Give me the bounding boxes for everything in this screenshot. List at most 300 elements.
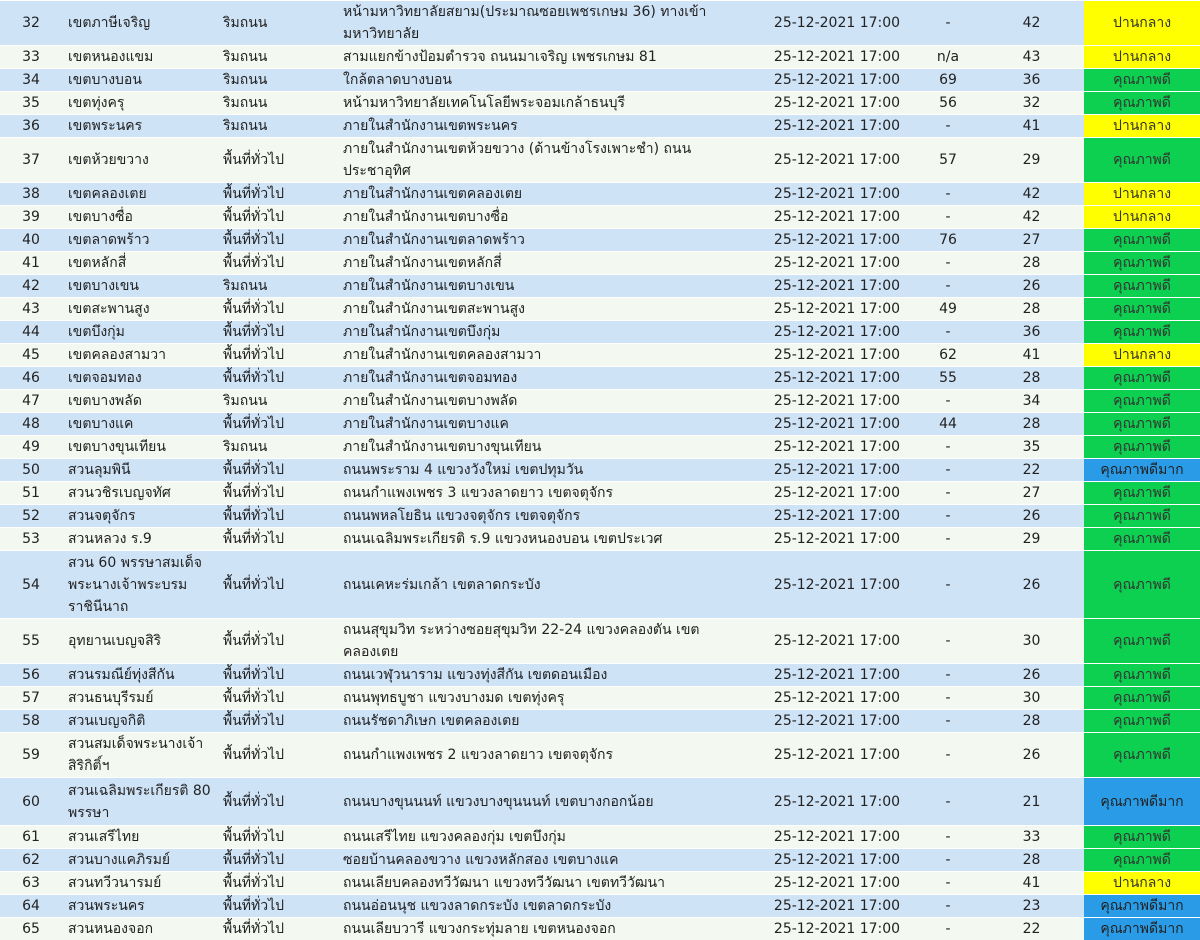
- station-location: ถนนอ่อนนุช แขวงลาดกระบัง เขตลาดกระบัง: [337, 895, 757, 918]
- station-location: ภายในสำนักงานเขตบางพลัด: [337, 390, 757, 413]
- table-row: [0, 733, 1200, 778]
- table-row: [0, 298, 1200, 321]
- station-type: พื้นที่ทั่วไป: [217, 229, 337, 252]
- station-name: เขตภาษีเจริญ: [62, 1, 217, 46]
- station-name: สวนลุมพินี: [62, 459, 217, 482]
- station-name: สวนเสรีไทย: [62, 826, 217, 849]
- station-type: พื้นที่ทั่วไป: [217, 482, 337, 505]
- station-name: เขตคลองเตย: [62, 183, 217, 206]
- station-name: อุทยานเบญจสิริ: [62, 619, 217, 664]
- measure-datetime: 25-12-2021 17:00: [757, 482, 917, 505]
- table-row: [0, 918, 1200, 940]
- pm10-value: n/a: [917, 46, 979, 69]
- measure-datetime: 25-12-2021 17:00: [757, 687, 917, 710]
- quality-level-badge: คุณภาพดี: [1084, 505, 1200, 528]
- row-number: 61: [0, 826, 62, 849]
- pm10-value: 49: [917, 298, 979, 321]
- pm25-value: 33: [979, 826, 1084, 849]
- station-location: ภายในสำนักงานเขตจอมทอง: [337, 367, 757, 390]
- station-location: ถนนพุทธบูชา แขวงบางมด เขตทุ่งครุ: [337, 687, 757, 710]
- station-type: พื้นที่ทั่วไป: [217, 367, 337, 390]
- pm25-value: 26: [979, 733, 1084, 778]
- quality-level-badge: คุณภาพดี: [1084, 390, 1200, 413]
- pm10-value: -: [917, 183, 979, 206]
- table-row: [0, 826, 1200, 849]
- quality-level-badge: คุณภาพดี: [1084, 275, 1200, 298]
- quality-level-badge: ปานกลาง: [1084, 206, 1200, 229]
- station-location: ภายในสำนักงานเขตคลองเตย: [337, 183, 757, 206]
- quality-level-badge: คุณภาพดี: [1084, 619, 1200, 664]
- pm25-value: 43: [979, 46, 1084, 69]
- station-name: เขตสะพานสูง: [62, 298, 217, 321]
- quality-level-badge: คุณภาพดี: [1084, 252, 1200, 275]
- pm25-value: 42: [979, 206, 1084, 229]
- table-row: [0, 275, 1200, 298]
- pm10-value: -: [917, 321, 979, 344]
- row-number: 43: [0, 298, 62, 321]
- station-name: เขตห้วยขวาง: [62, 138, 217, 183]
- station-location: ถนนบางขุนนนท์ แขวงบางขุนนนท์ เขตบางกอกน้อย: [337, 778, 757, 826]
- row-number: 36: [0, 115, 62, 138]
- quality-level-badge: คุณภาพดี: [1084, 298, 1200, 321]
- measure-datetime: 25-12-2021 17:00: [757, 138, 917, 183]
- station-type: พื้นที่ทั่วไป: [217, 298, 337, 321]
- table-row: [0, 321, 1200, 344]
- pm10-value: -: [917, 252, 979, 275]
- table-row: [0, 505, 1200, 528]
- pm25-value: 29: [979, 138, 1084, 183]
- quality-level-badge: คุณภาพดี: [1084, 826, 1200, 849]
- station-type: พื้นที่ทั่วไป: [217, 138, 337, 183]
- row-number: 46: [0, 367, 62, 390]
- pm10-value: 44: [917, 413, 979, 436]
- table-row: [0, 436, 1200, 459]
- station-location: ถนนพหลโยธิน แขวงจตุจักร เขตจตุจักร: [337, 505, 757, 528]
- pm25-value: 26: [979, 275, 1084, 298]
- row-number: 55: [0, 619, 62, 664]
- row-number: 33: [0, 46, 62, 69]
- quality-level-badge: คุณภาพดีมาก: [1084, 895, 1200, 918]
- station-location: ภายในสำนักงานเขตบางเขน: [337, 275, 757, 298]
- quality-level-badge: คุณภาพดีมาก: [1084, 918, 1200, 940]
- quality-level-badge: คุณภาพดี: [1084, 710, 1200, 733]
- quality-level-badge: ปานกลาง: [1084, 115, 1200, 138]
- row-number: 42: [0, 275, 62, 298]
- row-number: 65: [0, 918, 62, 940]
- table-row: [0, 46, 1200, 69]
- station-location: ถนนเลียบคลองทวีวัฒนา แขวงทวีวัฒนา เขตทวีวัฒนา: [337, 872, 757, 895]
- station-location: ภายในสำนักงานเขตบึงกุ่ม: [337, 321, 757, 344]
- row-number: 63: [0, 872, 62, 895]
- row-number: 52: [0, 505, 62, 528]
- measure-datetime: 25-12-2021 17:00: [757, 229, 917, 252]
- station-name: สวนสมเด็จพระนางเจ้าสิริกิติ์ฯ: [62, 733, 217, 778]
- row-number: 41: [0, 252, 62, 275]
- measure-datetime: 25-12-2021 17:00: [757, 92, 917, 115]
- station-location: ภายในสำนักงานเขตบางขุนเทียน: [337, 436, 757, 459]
- station-name: เขตบางพลัด: [62, 390, 217, 413]
- station-location: ถนนกำแพงเพชร 2 แขวงลาดยาว เขตจตุจักร: [337, 733, 757, 778]
- pm25-value: 42: [979, 183, 1084, 206]
- measure-datetime: 25-12-2021 17:00: [757, 778, 917, 826]
- station-type: ริมถนน: [217, 275, 337, 298]
- measure-datetime: 25-12-2021 17:00: [757, 69, 917, 92]
- table-row: [0, 895, 1200, 918]
- pm25-value: 41: [979, 344, 1084, 367]
- pm25-value: 35: [979, 436, 1084, 459]
- row-number: 62: [0, 849, 62, 872]
- station-type: พื้นที่ทั่วไป: [217, 710, 337, 733]
- pm25-value: 28: [979, 298, 1084, 321]
- pm25-value: 23: [979, 895, 1084, 918]
- table-row: [0, 1, 1200, 46]
- measure-datetime: 25-12-2021 17:00: [757, 826, 917, 849]
- station-location: ใกล้ตลาดบางบอน: [337, 69, 757, 92]
- pm25-value: 34: [979, 390, 1084, 413]
- station-name: สวนหนองจอก: [62, 918, 217, 940]
- measure-datetime: 25-12-2021 17:00: [757, 115, 917, 138]
- row-number: 60: [0, 778, 62, 826]
- pm25-value: 32: [979, 92, 1084, 115]
- measure-datetime: 25-12-2021 17:00: [757, 344, 917, 367]
- station-location: ภายในสำนักงานเขตพระนคร: [337, 115, 757, 138]
- pm10-value: 76: [917, 229, 979, 252]
- measure-datetime: 25-12-2021 17:00: [757, 710, 917, 733]
- measure-datetime: 25-12-2021 17:00: [757, 436, 917, 459]
- station-location: สามแยกข้างป้อมตำรวจ ถนนมาเจริญ เพชรเกษม 81: [337, 46, 757, 69]
- quality-level-badge: คุณภาพดี: [1084, 664, 1200, 687]
- station-name: สวน 60 พรรษาสมเด็จพระนางเจ้าพระบรมราชินีนาถ: [62, 551, 217, 619]
- station-type: พื้นที่ทั่วไป: [217, 413, 337, 436]
- measure-datetime: 25-12-2021 17:00: [757, 918, 917, 940]
- station-name: สวนเฉลิมพระเกียรติ 80 พรรษา: [62, 778, 217, 826]
- station-type: ริมถนน: [217, 1, 337, 46]
- station-name: เขตบางเขน: [62, 275, 217, 298]
- pm25-value: 22: [979, 459, 1084, 482]
- quality-level-badge: คุณภาพดี: [1084, 436, 1200, 459]
- station-type: พื้นที่ทั่วไป: [217, 344, 337, 367]
- pm10-value: -: [917, 390, 979, 413]
- station-type: ริมถนน: [217, 69, 337, 92]
- quality-level-badge: คุณภาพดีมาก: [1084, 778, 1200, 826]
- measure-datetime: 25-12-2021 17:00: [757, 252, 917, 275]
- station-name: เขตบางขุนเทียน: [62, 436, 217, 459]
- table-row: [0, 69, 1200, 92]
- table-row: [0, 367, 1200, 390]
- pm10-value: 55: [917, 367, 979, 390]
- pm10-value: -: [917, 687, 979, 710]
- pm10-value: -: [917, 275, 979, 298]
- table-row: [0, 183, 1200, 206]
- pm10-value: 56: [917, 92, 979, 115]
- pm10-value: -: [917, 849, 979, 872]
- row-number: 45: [0, 344, 62, 367]
- pm25-value: 36: [979, 69, 1084, 92]
- station-type: พื้นที่ทั่วไป: [217, 918, 337, 940]
- measure-datetime: 25-12-2021 17:00: [757, 275, 917, 298]
- station-location: ถนนเคหะร่มเกล้า เขตลาดกระบัง: [337, 551, 757, 619]
- pm25-value: 22: [979, 918, 1084, 940]
- station-name: สวนบางแคภิรมย์: [62, 849, 217, 872]
- row-number: 49: [0, 436, 62, 459]
- table-row: [0, 390, 1200, 413]
- pm10-value: -: [917, 778, 979, 826]
- station-name: สวนทวีวนารมย์: [62, 872, 217, 895]
- station-name: เขตบางแค: [62, 413, 217, 436]
- quality-level-badge: คุณภาพดี: [1084, 482, 1200, 505]
- table-row: [0, 849, 1200, 872]
- pm10-value: 69: [917, 69, 979, 92]
- pm10-value: -: [917, 206, 979, 229]
- measure-datetime: 25-12-2021 17:00: [757, 321, 917, 344]
- table-row: [0, 344, 1200, 367]
- pm10-value: -: [917, 528, 979, 551]
- station-location: ภายในสำนักงานเขตบางแค: [337, 413, 757, 436]
- row-number: 58: [0, 710, 62, 733]
- station-name: เขตพระนคร: [62, 115, 217, 138]
- station-type: พื้นที่ทั่วไป: [217, 459, 337, 482]
- pm25-value: 28: [979, 849, 1084, 872]
- row-number: 39: [0, 206, 62, 229]
- quality-level-badge: คุณภาพดี: [1084, 687, 1200, 710]
- station-type: พื้นที่ทั่วไป: [217, 528, 337, 551]
- station-location: ถนนเลียบวารี แขวงกระทุ่มลาย เขตหนองจอก: [337, 918, 757, 940]
- station-name: สวนธนบุรีรมย์: [62, 687, 217, 710]
- station-location: ถนนพระราม 4 แขวงวังใหม่ เขตปทุมวัน: [337, 459, 757, 482]
- pm10-value: -: [917, 482, 979, 505]
- station-type: ริมถนน: [217, 436, 337, 459]
- station-location: ถนนเสรีไทย แขวงคลองกุ่ม เขตบึงกุ่ม: [337, 826, 757, 849]
- quality-level-badge: ปานกลาง: [1084, 872, 1200, 895]
- measure-datetime: 25-12-2021 17:00: [757, 367, 917, 390]
- row-number: 56: [0, 664, 62, 687]
- station-type: พื้นที่ทั่วไป: [217, 206, 337, 229]
- row-number: 64: [0, 895, 62, 918]
- table-row: [0, 138, 1200, 183]
- measure-datetime: 25-12-2021 17:00: [757, 413, 917, 436]
- measure-datetime: 25-12-2021 17:00: [757, 298, 917, 321]
- pm25-value: 41: [979, 872, 1084, 895]
- row-number: 35: [0, 92, 62, 115]
- station-type: พื้นที่ทั่วไป: [217, 895, 337, 918]
- row-number: 47: [0, 390, 62, 413]
- station-location: ภายในสำนักงานเขตบางซื่อ: [337, 206, 757, 229]
- pm25-value: 28: [979, 413, 1084, 436]
- table-row: [0, 413, 1200, 436]
- station-name: สวนรมณีย์ทุ่งสีกัน: [62, 664, 217, 687]
- table-row: [0, 229, 1200, 252]
- pm10-value: -: [917, 115, 979, 138]
- pm25-value: 41: [979, 115, 1084, 138]
- station-name: เขตบางบอน: [62, 69, 217, 92]
- row-number: 34: [0, 69, 62, 92]
- table-row: [0, 710, 1200, 733]
- pm10-value: -: [917, 895, 979, 918]
- pm10-value: -: [917, 436, 979, 459]
- station-type: พื้นที่ทั่วไป: [217, 778, 337, 826]
- row-number: 54: [0, 551, 62, 619]
- station-location: ถนนสุขุมวิท ระหว่างซอยสุขุมวิท 22-24 แขวงคลองตัน เขตคลองเตย: [337, 619, 757, 664]
- station-type: ริมถนน: [217, 390, 337, 413]
- measure-datetime: 25-12-2021 17:00: [757, 872, 917, 895]
- pm10-value: -: [917, 918, 979, 940]
- station-location: ภายในสำนักงานเขตลาดพร้าว: [337, 229, 757, 252]
- measure-datetime: 25-12-2021 17:00: [757, 390, 917, 413]
- quality-level-badge: ปานกลาง: [1084, 183, 1200, 206]
- quality-level-badge: คุณภาพดี: [1084, 138, 1200, 183]
- row-number: 48: [0, 413, 62, 436]
- station-type: พื้นที่ทั่วไป: [217, 619, 337, 664]
- row-number: 32: [0, 1, 62, 46]
- pm10-value: -: [917, 710, 979, 733]
- station-name: สวนวชิรเบญจทัศ: [62, 482, 217, 505]
- table-row: [0, 482, 1200, 505]
- pm10-value: 57: [917, 138, 979, 183]
- measure-datetime: 25-12-2021 17:00: [757, 551, 917, 619]
- pm10-value: -: [917, 664, 979, 687]
- station-location: ถนนเวฬุวนาราม แขวงทุ่งสีกัน เขตดอนเมือง: [337, 664, 757, 687]
- station-type: พื้นที่ทั่วไป: [217, 183, 337, 206]
- pm10-value: -: [917, 826, 979, 849]
- pm25-value: 26: [979, 551, 1084, 619]
- station-type: ริมถนน: [217, 46, 337, 69]
- row-number: 37: [0, 138, 62, 183]
- station-name: เขตหนองแขม: [62, 46, 217, 69]
- station-location: ถนนเฉลิมพระเกียรติ ร.9 แขวงหนองบอน เขตประเวศ: [337, 528, 757, 551]
- measure-datetime: 25-12-2021 17:00: [757, 459, 917, 482]
- station-type: พื้นที่ทั่วไป: [217, 551, 337, 619]
- station-type: พื้นที่ทั่วไป: [217, 687, 337, 710]
- station-type: ริมถนน: [217, 92, 337, 115]
- pm25-value: 27: [979, 229, 1084, 252]
- row-number: 59: [0, 733, 62, 778]
- pm10-value: -: [917, 551, 979, 619]
- quality-level-badge: คุณภาพดี: [1084, 551, 1200, 619]
- quality-level-badge: คุณภาพดี: [1084, 367, 1200, 390]
- pm25-value: 28: [979, 252, 1084, 275]
- quality-level-badge: คุณภาพดี: [1084, 413, 1200, 436]
- row-number: 44: [0, 321, 62, 344]
- station-name: เขตบางซื่อ: [62, 206, 217, 229]
- quality-level-badge: คุณภาพดี: [1084, 849, 1200, 872]
- table-row: [0, 619, 1200, 664]
- table-row: [0, 687, 1200, 710]
- table-row: [0, 115, 1200, 138]
- table-row: [0, 459, 1200, 482]
- station-name: สวนพระนคร: [62, 895, 217, 918]
- pm25-value: 30: [979, 687, 1084, 710]
- measure-datetime: 25-12-2021 17:00: [757, 895, 917, 918]
- row-number: 40: [0, 229, 62, 252]
- station-location: ภายในสำนักงานเขตหลักสี่: [337, 252, 757, 275]
- station-type: พื้นที่ทั่วไป: [217, 733, 337, 778]
- station-location: ถนนกำแพงเพชร 3 แขวงลาดยาว เขตจตุจักร: [337, 482, 757, 505]
- measure-datetime: 25-12-2021 17:00: [757, 505, 917, 528]
- station-type: พื้นที่ทั่วไป: [217, 826, 337, 849]
- pm25-value: 26: [979, 664, 1084, 687]
- row-number: 51: [0, 482, 62, 505]
- quality-level-badge: คุณภาพดี: [1084, 229, 1200, 252]
- pm25-value: 26: [979, 505, 1084, 528]
- quality-level-badge: ปานกลาง: [1084, 46, 1200, 69]
- station-location: หน้ามหาวิทยาลัยสยาม(ประมาณซอยเพชรเกษม 36) ทางเข้ามหาวิทยาลัย: [337, 1, 757, 46]
- measure-datetime: 25-12-2021 17:00: [757, 183, 917, 206]
- station-name: เขตบึงกุ่ม: [62, 321, 217, 344]
- table-row: [0, 92, 1200, 115]
- station-type: พื้นที่ทั่วไป: [217, 252, 337, 275]
- measure-datetime: 25-12-2021 17:00: [757, 664, 917, 687]
- station-name: เขตลาดพร้าว: [62, 229, 217, 252]
- station-name: สวนจตุจักร: [62, 505, 217, 528]
- quality-level-badge: คุณภาพดี: [1084, 733, 1200, 778]
- measure-datetime: 25-12-2021 17:00: [757, 528, 917, 551]
- station-type: พื้นที่ทั่วไป: [217, 664, 337, 687]
- quality-level-badge: คุณภาพดี: [1084, 69, 1200, 92]
- pm25-value: 21: [979, 778, 1084, 826]
- station-location: ภายในสำนักงานเขตสะพานสูง: [337, 298, 757, 321]
- quality-level-badge: คุณภาพดี: [1084, 321, 1200, 344]
- pm25-value: 29: [979, 528, 1084, 551]
- pm10-value: -: [917, 872, 979, 895]
- pm25-value: 28: [979, 710, 1084, 733]
- station-type: พื้นที่ทั่วไป: [217, 505, 337, 528]
- station-location: ภายในสำนักงานเขตห้วยขวาง (ด้านข้างโรงเพาะชำ) ถนนประชาอุทิศ: [337, 138, 757, 183]
- measure-datetime: 25-12-2021 17:00: [757, 733, 917, 778]
- measure-datetime: 25-12-2021 17:00: [757, 849, 917, 872]
- quality-level-badge: ปานกลาง: [1084, 1, 1200, 46]
- table-row: [0, 252, 1200, 275]
- row-number: 57: [0, 687, 62, 710]
- station-location: ซอยบ้านคลองขวาง แขวงหลักสอง เขตบางแค: [337, 849, 757, 872]
- table-row: [0, 206, 1200, 229]
- pm10-value: -: [917, 619, 979, 664]
- pm25-value: 28: [979, 367, 1084, 390]
- measure-datetime: 25-12-2021 17:00: [757, 1, 917, 46]
- table-row: [0, 551, 1200, 619]
- station-name: สวนเบญจกิติ: [62, 710, 217, 733]
- station-location: หน้ามหาวิทยาลัยเทคโนโลยีพระจอมเกล้าธนบุรี: [337, 92, 757, 115]
- pm25-value: 36: [979, 321, 1084, 344]
- station-location: ภายในสำนักงานเขตคลองสามวา: [337, 344, 757, 367]
- measure-datetime: 25-12-2021 17:00: [757, 619, 917, 664]
- quality-level-badge: คุณภาพดีมาก: [1084, 459, 1200, 482]
- row-number: 50: [0, 459, 62, 482]
- station-type: พื้นที่ทั่วไป: [217, 849, 337, 872]
- station-type: พื้นที่ทั่วไป: [217, 872, 337, 895]
- quality-level-badge: คุณภาพดี: [1084, 528, 1200, 551]
- table-row: [0, 872, 1200, 895]
- pm10-value: -: [917, 1, 979, 46]
- table-body: [0, 1, 1200, 940]
- pm25-value: 30: [979, 619, 1084, 664]
- quality-level-badge: คุณภาพดี: [1084, 92, 1200, 115]
- station-name: เขตหลักสี่: [62, 252, 217, 275]
- station-name: เขตจอมทอง: [62, 367, 217, 390]
- table-row: [0, 528, 1200, 551]
- pm10-value: -: [917, 733, 979, 778]
- station-location: ถนนรัชดาภิเษก เขตคลองเตย: [337, 710, 757, 733]
- pm10-value: -: [917, 505, 979, 528]
- quality-level-badge: ปานกลาง: [1084, 344, 1200, 367]
- station-name: สวนหลวง ร.9: [62, 528, 217, 551]
- station-name: เขตทุ่งครุ: [62, 92, 217, 115]
- row-number: 53: [0, 528, 62, 551]
- station-type: พื้นที่ทั่วไป: [217, 321, 337, 344]
- pm25-value: 42: [979, 1, 1084, 46]
- table-row: [0, 778, 1200, 826]
- row-number: 38: [0, 183, 62, 206]
- pm10-value: 62: [917, 344, 979, 367]
